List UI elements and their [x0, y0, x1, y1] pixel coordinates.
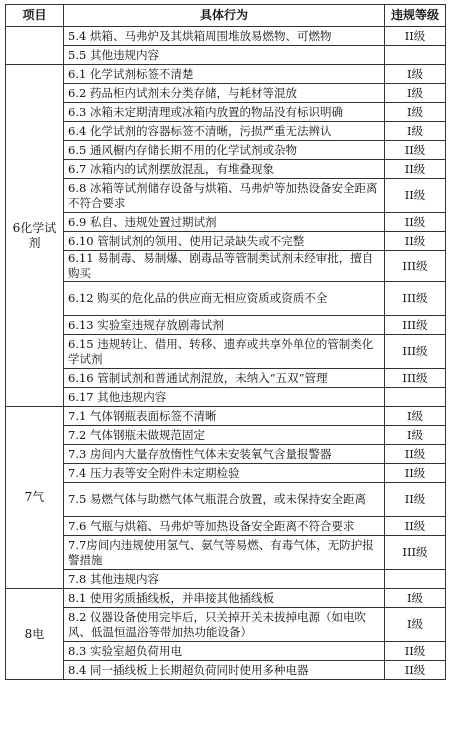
behavior-cell: 7.2 气体钢瓶未做规范固定 [64, 426, 385, 445]
behavior-cell: 7.5 易燃气体与助燃气体气瓶混合放置，或未保持安全距离 [64, 483, 385, 517]
behavior-cell: 6.10 管制试剂的领用、使用记录缺失或不完整 [64, 232, 385, 251]
table-row [6, 84, 446, 103]
behavior-cell: 6.3 冰箱未定期清理或冰箱内放置的物品没有标识明确 [64, 103, 385, 122]
behavior-cell: 7.7房间内违规使用氢气、氨气等易燃、有毒气体，无防护报警措施 [64, 536, 385, 570]
table-row [6, 103, 446, 122]
level-cell: I级 [385, 84, 446, 103]
table-row [6, 407, 446, 426]
category-cell: 7气 [6, 407, 64, 589]
table-row [6, 65, 446, 84]
behavior-cell: 6.12 购买的危化品的供应商无相应资质或资质不全 [64, 282, 385, 316]
behavior-cell: 6.8 冰箱等试剂储存设备与烘箱、马弗炉等加热设备安全距离不符合要求 [64, 179, 385, 213]
level-cell: III级 [385, 335, 446, 369]
behavior-cell: 6.15 违规转让、借用、转移、遗弃或共享外单位的管制类化学试剂 [64, 335, 385, 369]
category-cell [6, 27, 64, 65]
behavior-cell: 8.4 同一插线板上长期超负荷同时使用多种电器 [64, 661, 385, 680]
table-row [6, 46, 446, 65]
behavior-cell: 7.6 气瓶与烘箱、马弗炉等加热设备安全距离不符合要求 [64, 517, 385, 536]
behavior-cell: 5.5 其他违规内容 [64, 46, 385, 65]
level-cell: I级 [385, 103, 446, 122]
table-row [6, 282, 446, 316]
behavior-cell: 6.7 冰箱内的试剂摆放混乱，有堆叠现象 [64, 160, 385, 179]
table-row [6, 608, 446, 642]
level-cell: II级 [385, 213, 446, 232]
behavior-cell: 6.2 药品柜内试剂未分类存储，与耗材等混放 [64, 84, 385, 103]
header-behavior: 具体行为 [64, 5, 385, 27]
category-cell: 8电 [6, 589, 64, 680]
level-cell: III级 [385, 282, 446, 316]
behavior-cell: 8.2 仪器设备使用完毕后，只关掉开关未拔掉电源（如电吹风、低温恒温浴等带加热功能设备） [64, 608, 385, 642]
category-cell: 6化学试剂 [6, 65, 64, 407]
table-row [6, 251, 446, 282]
header-level: 违规等级 [385, 5, 446, 27]
table-row [6, 316, 446, 335]
level-cell: II级 [385, 160, 446, 179]
level-cell: I级 [385, 122, 446, 141]
table-row [6, 517, 446, 536]
behavior-cell: 6.16 管制试剂和普通试剂混放，未纳入“五双”管理 [64, 369, 385, 388]
level-cell: I级 [385, 589, 446, 608]
behavior-cell: 7.3 房间内大量存放惰性气体未安装氧气含量报警器 [64, 445, 385, 464]
behavior-cell: 6.1 化学试剂标签不清楚 [64, 65, 385, 84]
table-row [6, 160, 446, 179]
level-cell: I级 [385, 608, 446, 642]
level-cell: I级 [385, 426, 446, 445]
level-cell: II级 [385, 141, 446, 160]
behavior-cell: 6.4 化学试剂的容器标签不清晰，污损严重无法辨认 [64, 122, 385, 141]
table-row [6, 445, 446, 464]
table-row [6, 179, 446, 213]
table-row [6, 335, 446, 369]
level-cell: II级 [385, 517, 446, 536]
table-row [6, 122, 446, 141]
behavior-cell: 6.11 易制毒、易制爆、剧毒品等管制类试剂未经审批，擅自购买 [64, 251, 385, 282]
level-cell: III级 [385, 369, 446, 388]
behavior-cell: 8.3 实验室超负荷用电 [64, 642, 385, 661]
level-cell: I级 [385, 407, 446, 426]
behavior-cell: 6.17 其他违规内容 [64, 388, 385, 407]
level-cell: II级 [385, 464, 446, 483]
level-cell: III级 [385, 536, 446, 570]
table-row [6, 642, 446, 661]
behavior-cell: 7.4 压力表等安全附件未定期检验 [64, 464, 385, 483]
level-cell [385, 570, 446, 589]
header-item: 项目 [6, 5, 64, 27]
level-cell: I级 [385, 65, 446, 84]
table-row [6, 213, 446, 232]
behavior-cell: 8.1 使用劣质插线板，并串接其他插线板 [64, 589, 385, 608]
table-row [6, 141, 446, 160]
level-cell: II级 [385, 445, 446, 464]
level-cell: II级 [385, 179, 446, 213]
behavior-cell: 6.9 私自、违规处置过期试剂 [64, 213, 385, 232]
level-cell [385, 46, 446, 65]
violation-table [5, 4, 446, 680]
table-row [6, 369, 446, 388]
table-row [6, 570, 446, 589]
table-body [6, 27, 446, 680]
level-cell: III级 [385, 251, 446, 282]
level-cell: II级 [385, 661, 446, 680]
behavior-cell: 6.5 通风橱内存储长期不用的化学试剂或杂物 [64, 141, 385, 160]
table-row [6, 388, 446, 407]
behavior-cell: 7.1 气体钢瓶表面标签不清晰 [64, 407, 385, 426]
level-cell: II级 [385, 483, 446, 517]
table-row [6, 27, 446, 46]
level-cell: II级 [385, 642, 446, 661]
table-row [6, 464, 446, 483]
table-row [6, 426, 446, 445]
table-row [6, 536, 446, 570]
table-row [6, 232, 446, 251]
behavior-cell: 6.13 实验室违规存放剧毒试剂 [64, 316, 385, 335]
level-cell [385, 388, 446, 407]
behavior-cell: 7.8 其他违规内容 [64, 570, 385, 589]
behavior-cell: 5.4 烘箱、马弗炉及其烘箱周围堆放易燃物、可燃物 [64, 27, 385, 46]
level-cell: II级 [385, 27, 446, 46]
table-row [6, 589, 446, 608]
table-header-row [6, 5, 446, 27]
table-row [6, 483, 446, 517]
table-row [6, 661, 446, 680]
level-cell: II级 [385, 232, 446, 251]
level-cell: III级 [385, 316, 446, 335]
